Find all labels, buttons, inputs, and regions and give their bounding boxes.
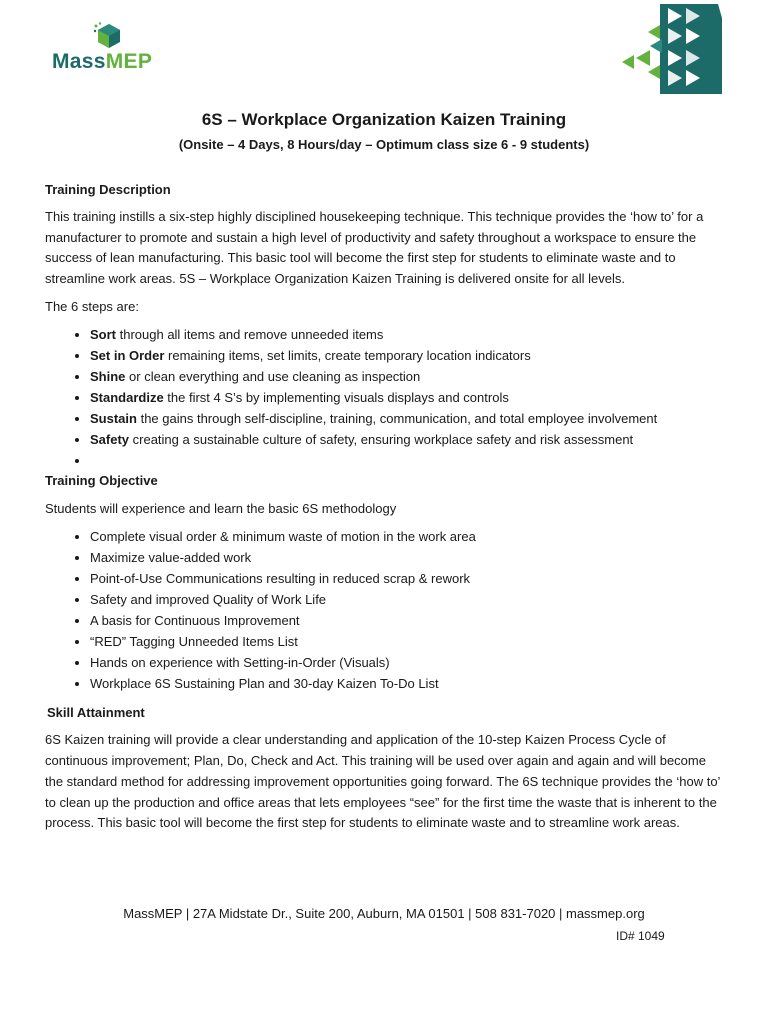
list-item: • Workplace 6S Sustaining Plan and 30-day Kaizen To-Do List: [90, 673, 725, 694]
document-body: [45, 180, 725, 834]
training-description-paragraph: This training instills a six-step highly disciplined housekeeping technique. This technique provides the ‘how to’ for a manufacturer to promote and sustain a high level of productivity and safety throughout a workspace to ensure the success of lean manufacturing. This basic tool will become the first step for students to eliminate waste and to streamline work areas. 5S – Workplace Organization Kaizen Training is delivered onsite for all levels.: [45, 208, 704, 287]
objectives-list: [45, 526, 725, 694]
steps-list: [45, 324, 725, 471]
skill-attainment-paragraph: 6S Kaizen training will provide a clear understanding and application of the 10-step Kaizen Process Cycle of continuous improvement; Plan, Do, Check and Act. This training will be used over again and again and will become the standard method for addressing improvement opportunities going forward. The 6S technique provides the ‘how to’ to clean up the production and office areas that lets employees “see” for the first time the waste that is inherent to the process. This basic tool will become the first step for students to eliminate waste and to streamline work areas.: [45, 732, 720, 831]
skill-attainment-heading: Skill Attainment: [47, 705, 145, 721]
massmep-emblem-icon: [620, 2, 722, 96]
list-item: • Safety and improved Quality of Work Life: [90, 589, 725, 610]
training-objective-heading: Training Objective: [45, 472, 158, 488]
list-item: • Sort through all items and remove unneeded items: [90, 324, 725, 345]
page-title: 6S – Workplace Organization Kaizen Training: [201, 110, 567, 129]
list-item: • Hands on experience with Setting-in-Order (Visuals): [90, 652, 725, 673]
document-id: ID# 1049: [616, 929, 665, 943]
page-subtitle: (Onsite – 4 Days, 8 Hours/day – Optimum class size 6 - 9 students): [178, 137, 590, 152]
list-item: • Set in Order remaining items, set limits, create temporary location indicators: [90, 345, 725, 366]
list-item: • A basis for Continuous Improvement: [90, 610, 725, 631]
footer-contact: MassMEP | 27A Midstate Dr., Suite 200, Auburn, MA 01501 | 508 831-7020 | massmep.org: [123, 906, 645, 921]
list-item: • Point-of-Use Communications resulting in reduced scrap & rework: [90, 568, 725, 589]
list-item: • Standardize the first 4 S’s by implementing visuals displays and controls: [90, 387, 725, 408]
list-item: • Sustain the gains through self-discipline, training, communication, and total employee involvement: [90, 408, 725, 429]
list-item: • Complete visual order & minimum waste of motion in the work area: [90, 526, 725, 547]
list-item: • “RED” Tagging Unneeded Items List: [90, 631, 725, 652]
list-item: • Shine or clean everything and use cleaning as inspection: [90, 366, 725, 387]
steps-intro: The 6 steps are:: [45, 298, 139, 314]
list-item-empty: [90, 450, 725, 471]
list-item: • Maximize value-added work: [90, 547, 725, 568]
objective-intro: Students will experience and learn the basic 6S methodology: [45, 500, 397, 516]
logo-cube-icon: [94, 22, 124, 52]
training-description-heading: Training Description: [45, 182, 171, 197]
logo-wordmark: MassMEP: [52, 50, 153, 73]
massmep-logo: [50, 22, 180, 82]
list-item: • Safety creating a sustainable culture of safety, ensuring workplace safety and risk assessment: [90, 429, 725, 450]
